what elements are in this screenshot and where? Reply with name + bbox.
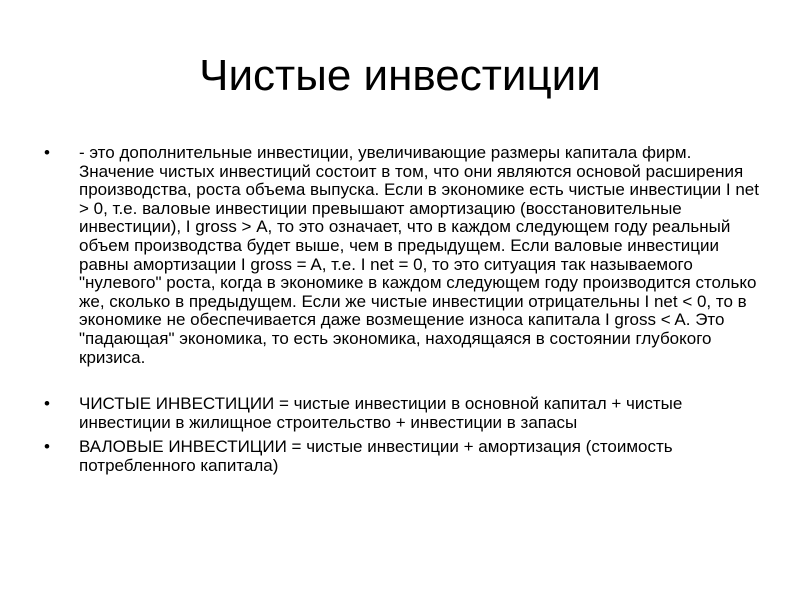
slide-title: Чистые инвестиции: [199, 51, 601, 100]
bullet-gross-investment-formula: [44, 438, 760, 475]
bullet-text: - это дополнительные инвестиции, увеличивающие размеры капитала фирм. Значение чистых инвестиций состоит в том, что они являются основой расширения производства, роста объема выпуска. Если в экономике есть чистые инвестиции I net > 0, т.е. валовые инвестиции превышают амортизацию (восстановительные инвестиции), I gross > А, то это означает, что в каждом следующем году реальный объем производства будет выше, чем в предыдущем. Если валовые инвестиции равны амортизации I gross = A, т.е. I net = 0, то это ситуация так называемого "нулевого" роста, когда в экономике в каждом следующем году производится столько же, сколько в предыдущем. Если же чистые инвестиции отрицательны I net < 0, то в экономике не обеспечивается даже возмещение износа капитала I gross < A. Это "падающая" экономика, то есть экономика, находящаяся в состоянии глубокого кризиса.: [79, 143, 759, 367]
bullet-text: ЧИСТЫЕ ИНВЕСТИЦИИ = чистые инвестиции в основной капитал + чистые инвестиции в жилищное строительство + инвестиции в запасы: [79, 394, 683, 432]
bullet-net-investment-definition: [44, 144, 760, 367]
bullet-text: ВАЛОВЫЕ ИНВЕСТИЦИИ = чистые инвестиции + амортизация (стоимость потребленного капитала): [79, 437, 673, 475]
bullet-marker-icon: •: [44, 394, 50, 414]
bullet-marker-icon: •: [44, 437, 50, 457]
bullet-net-investment-formula: [44, 395, 760, 432]
bullet-marker-icon: •: [44, 143, 50, 162]
bullet-list: [44, 144, 760, 476]
